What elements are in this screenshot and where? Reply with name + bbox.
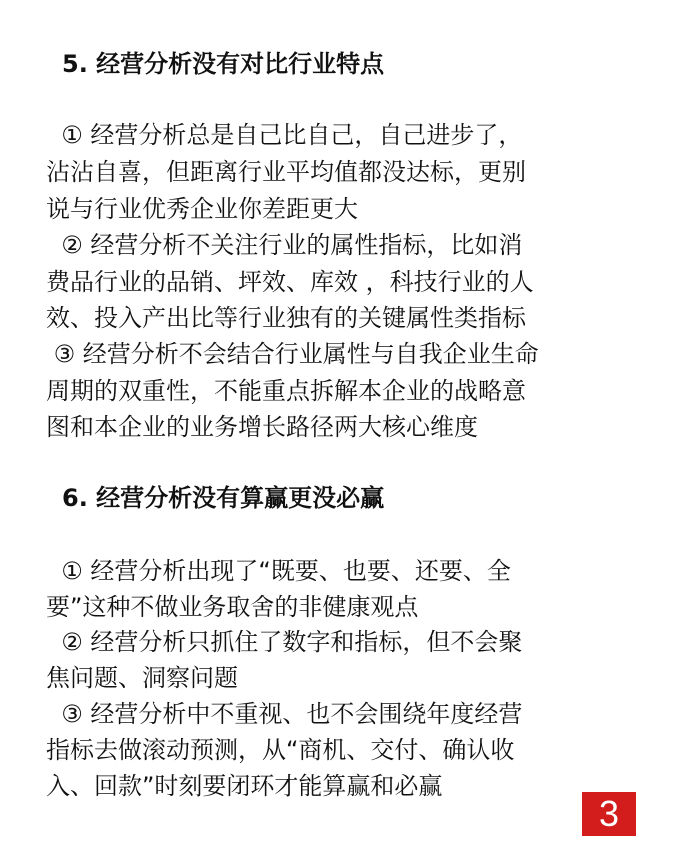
section-5-line-9: 图和本企业的业务增长路径两大核心维度 [46,413,478,441]
section-5-line-3: 说与行业优秀企业你差距更大 [46,195,358,223]
section-6-line-4: 焦问题、洞察问题 [46,664,238,692]
section-6-line-1: ① 经营分析出现了“既要、也要、还要、全 [46,557,511,585]
section-6-line-5: ③ 经营分析中不重视、也不会围绕年度经营 [46,700,523,728]
section-5-line-1: ① 经营分析总是自己比自己，自己进步了， [46,121,523,149]
section-6-line-3: ② 经营分析只抓住了数字和指标，但不会聚 [46,628,523,656]
section-6-line-6: 指标去做滚动预测，从“商机、交付、确认收 [46,736,515,764]
section-5-line-8: 周期的双重性，不能重点拆解本企业的战略意 [46,377,526,405]
section-5-line-5: 费品行业的品销、坪效、库效 ，科技行业的人 [46,268,534,296]
section-5-line-6: 效、投入产出比等行业独有的关键属性类指标 [46,304,526,332]
section-5-line-2: 沾沾自喜，但距离行业平均值都没达标，更别 [46,158,526,186]
section-5-line-7: ③ 经营分析不会结合行业属性与自我企业生命 [46,340,539,368]
section-5-line-4: ② 经营分析不关注行业的属性指标，比如消 [46,231,523,259]
section-6-heading: 6. 经营分析没有算赢更没必赢 [62,484,385,512]
page-number-badge: 3 [582,792,636,836]
section-6-line-2: 要”这种不做业务取舍的非健康观点 [46,593,419,621]
section-6-line-7: 入、回款”时刻要闭环才能算赢和必赢 [46,772,443,800]
section-5-heading: 5. 经营分析没有对比行业特点 [62,50,385,78]
